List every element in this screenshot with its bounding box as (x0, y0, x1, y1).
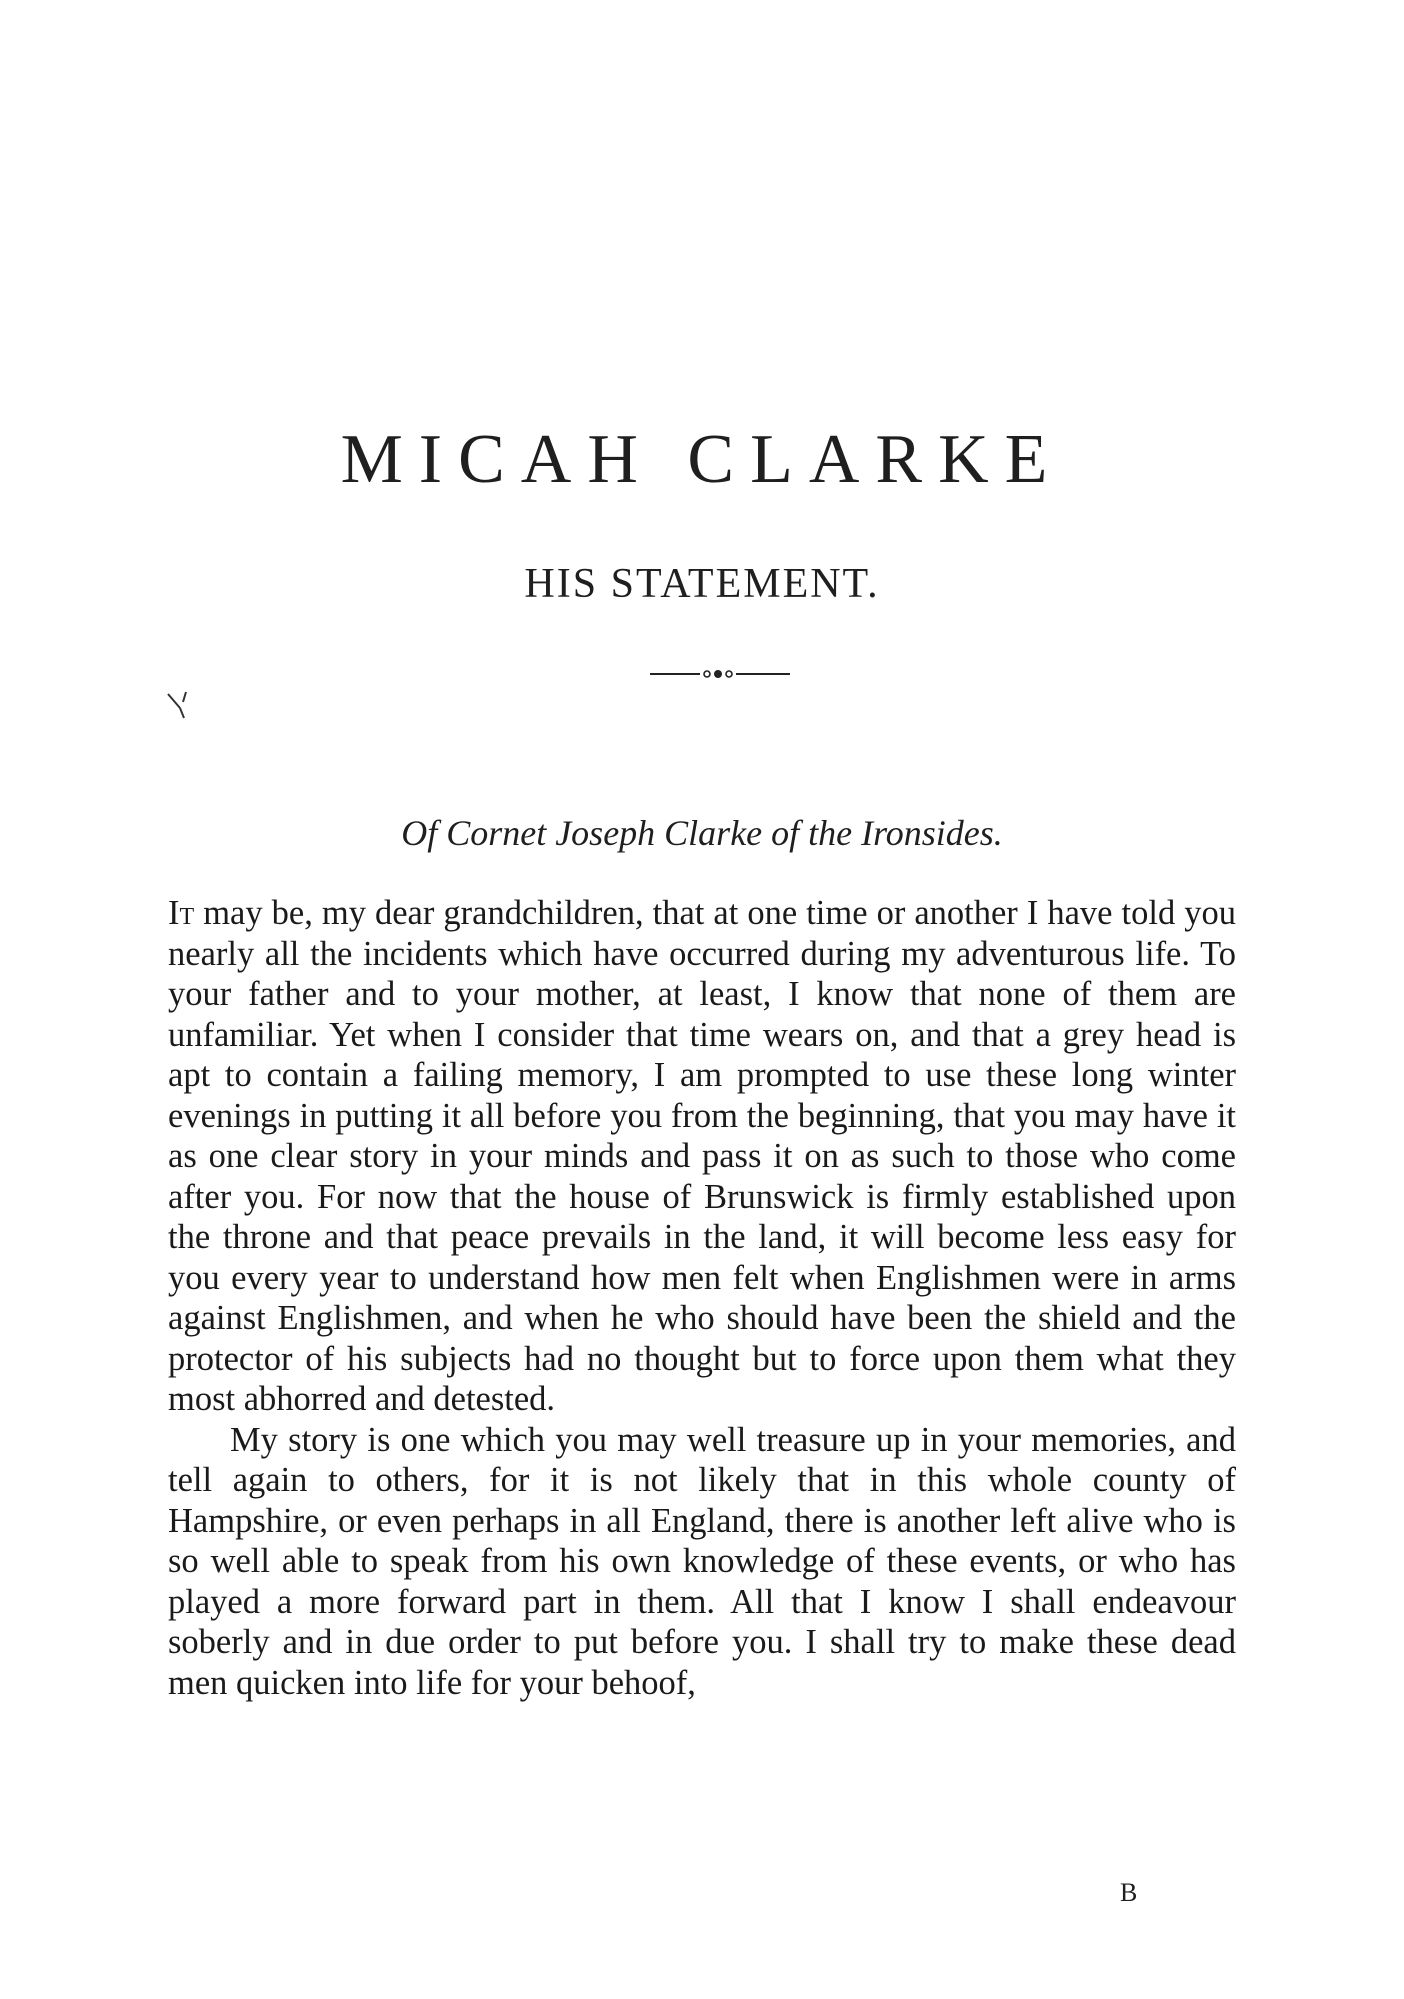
paragraph-2: My story is one which you may well treasure up in your memories, and tell again to others, for it is not likely that in this whole county of Hampshire, or even perhaps in all England, there is another left alive who is so well able to speak from his own knowledge of these events, or who has played a more forward part in them. All that I know I shall endeavour soberly and in due order to put before you. I shall try to make these dead men quicken into life for your behoof, (168, 1420, 1236, 1702)
chapter-heading: Of Cornet Joseph Clarke of the Ironsides. (401, 813, 1003, 853)
book-title: MICAH CLARKE (340, 421, 1064, 498)
book-subtitle: HIS STATEMENT. (524, 561, 880, 607)
stray-ink-mark (166, 690, 194, 720)
drop-word: It (168, 894, 195, 932)
signature-mark: B (1120, 1878, 1138, 1907)
ornament-rule (650, 668, 790, 680)
paragraph-1-text: may be, my dear grandchildren, that at one time or another I have told you nearly all the incidents which have occurred during my adventurous life. To your father and to your mother, at least, I know that none of them are unfamiliar. Yet when I consider that time wears on, and that a grey head is apt to contain a failing memory, I am prompted to use these long winter evenings in putting it all before you from the beginning, that you may have it as one clear story in your minds and pass it on as such to those who come after you. For now that the house of Brunswick is firmly established upon the throne and that peace prevails in the land, it will become less easy for you every year to understand how men felt when Englishmen were in arms against Englishmen, and when he who should have been the shield and the protector of his subjects had no thought but to force upon them what they most abhorred and detested. (168, 894, 1236, 1418)
paragraph-1 (168, 893, 1236, 1420)
chapter-body (168, 893, 1236, 1703)
